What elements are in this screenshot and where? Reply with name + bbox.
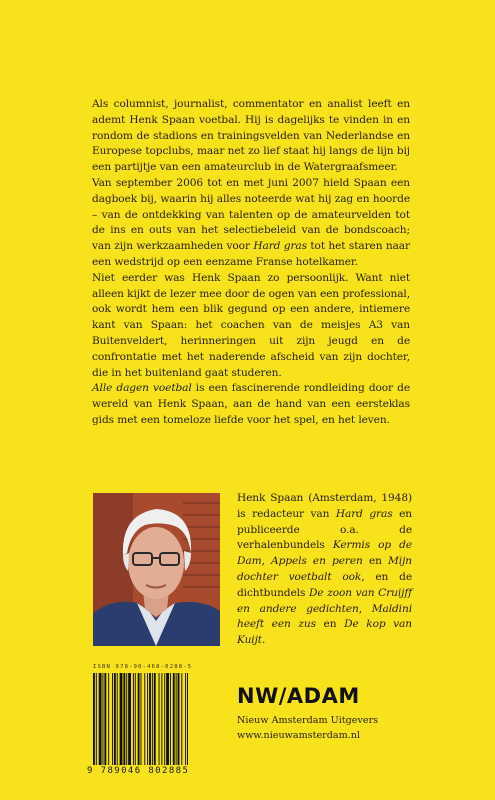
barcode-bar [187,673,188,765]
barcode-bar [112,673,113,765]
bio-title: Mijn dochter voetbalt ook [237,555,412,583]
barcode-bar [181,673,182,765]
barcode-bar [152,673,153,765]
author-bio [237,491,412,649]
blurb-paragraph-4 [92,381,410,428]
bio-text: , [358,602,372,615]
barcode-bar [161,673,162,765]
bio-text: Henk Spaan (Amsterdam, 1948) is redacteur van [237,492,412,520]
bio-title: Kermis op de Dam [237,539,412,568]
barcode [92,673,217,765]
author-photo [93,493,220,646]
barcode-bar [114,673,116,765]
barcode-bar [120,673,123,765]
bio-title: De zoon van Cruijff en andere gedichten [237,586,412,615]
bio-title: Hard gras [335,507,393,520]
barcode-bar [138,673,140,765]
magazine-title: Hard gras [253,240,307,253]
barcode-bar [108,673,109,765]
bio-text: , [261,555,272,568]
barcode-bar [176,673,177,765]
barcode-bar [141,673,142,765]
barcode-bar [149,673,151,765]
barcode-bar [104,673,106,765]
author-portrait-image [93,493,220,646]
blurb-text: Van september 2006 tot en met juni 2007 hield Spaan een dagboek bij, waarin hij alles noteerde wat hij zag en hoorde – van de ontdekking van talenten op de amateurvelden tot de ins en outs van het selectiebeleid van de bondscoach; van zijn werkzaamheden voor [92,176,410,253]
barcode-bar [128,673,131,765]
barcode-bar [154,673,156,765]
barcode-bar [173,673,175,765]
bio-text: . [261,634,266,647]
publisher-info [237,714,378,743]
blurb-text: tot het staren naar een wedstrijd op een eenzame Franse hotelkamer. [92,240,410,268]
book-title: Alle dagen voetbal [92,382,192,395]
barcode-bar [126,673,127,765]
barcode-bar [135,673,136,765]
barcode-digits: 9 789046 802885 [87,766,190,776]
barcode-bar [147,673,148,765]
barcode-bar [178,673,180,765]
blurb-paragraph-2 [92,176,410,271]
publisher-logo: NW/ADAM [237,684,360,708]
bio-text: en [315,618,345,631]
bio-title: Appels en peren [271,555,363,568]
bio-title: De kop van Kuijt [237,618,412,647]
bio-text: , en de dichtbundels [237,570,412,599]
barcode-bar [185,673,186,765]
barcode-bar [133,673,134,765]
barcode-bar [164,673,165,765]
bio-text: en [362,555,389,568]
back-cover-blurb [92,97,410,429]
barcode-bar [99,673,102,765]
isbn-label: ISBN 978-90-468-0288-5 [93,664,193,670]
barcode-bar [96,673,97,765]
publisher-name: Nieuw Amsterdam Uitgevers [237,715,379,726]
blurb-paragraph-1: Als columnist, journalist, commentator en analist leeft en ademt Henk Spaan voetbal. Hij is dagelijks te vinden in en rondom de stadions en trainingsvelden van Nederlandse en Europese topclubs, maar net zo lief staat hij langs de lijn bij een partijtje van een amateurclub in de Watergraafsmeer. [92,98,410,174]
barcode-bar [93,673,95,765]
bio-text: en publiceerde o.a. de verhalenbundels [237,507,412,552]
publisher-url: www.nieuwamsterdam.nl [237,729,360,741]
barcode-bar [117,673,118,765]
bio-title: Maldini heeft een zus [237,602,412,631]
barcode-bar [170,673,171,765]
barcode-bar [166,673,169,765]
barcode-bar [123,673,125,765]
barcode-bar [103,673,104,765]
barcode-bar [159,673,160,765]
blurb-paragraph-3: Niet eerder was Henk Spaan zo persoonlijk. Want niet alleen kijkt de lezer mee door de ogen van een professional, ook wordt hem een blik gegund op een andere, intiemere kant van Spaan: het coachen van de meisjes A3 van Buitenveldert, herinneringen uit zijn jeugd en de confrontatie met het naderende afscheid van zijn dochter, die in het buitenland gaat studeren. [92,271,410,379]
barcode-bar [144,673,145,765]
blurb-text: is een fascinerende rondleiding door de wereld van Henk Spaan, aan de hand van een eersteklas gids met een tomeloze liefde voor het spel, en het leven. [92,382,410,426]
